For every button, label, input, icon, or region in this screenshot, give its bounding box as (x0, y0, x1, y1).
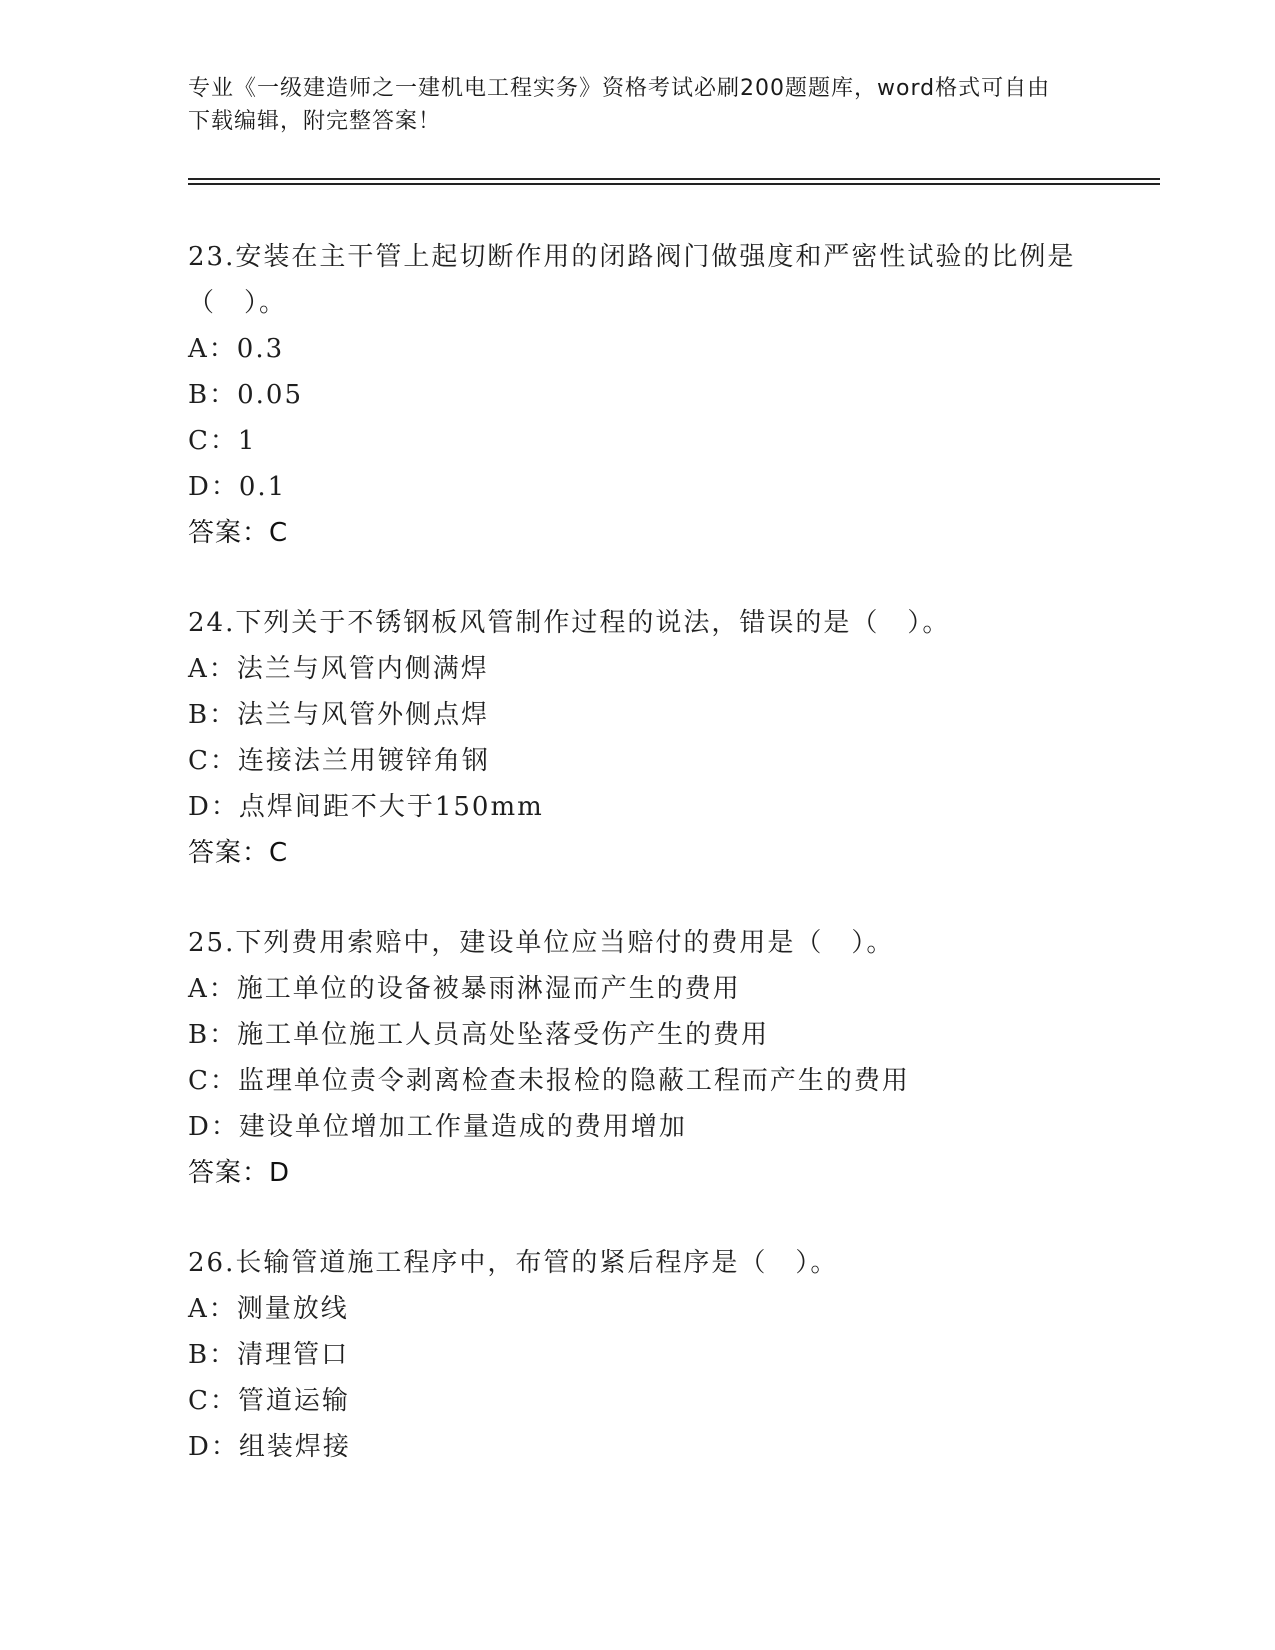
option-d: D：0.1 (188, 472, 287, 502)
option-a: A：施工单位的设备被暴雨淋湿而产生的费用 (188, 974, 741, 1004)
answer: 答案：C (188, 838, 289, 868)
header-divider-top (188, 178, 1160, 180)
question-stem: 26.长输管道施工程序中，布管的紧后程序是（ ）。 (188, 1248, 839, 1278)
answer: 答案：D (188, 1158, 291, 1188)
document-header: 专业《一级建造师之一建机电工程实务》资格考试必刷200题题库，word格式可自由下载编辑，附完整答案！ (188, 76, 1051, 134)
option-b: B：法兰与风管外侧点焊 (188, 700, 490, 730)
question-stem: 25.下列费用索赔中，建设单位应当赔付的费用是（ ）。 (188, 928, 895, 958)
option-a: A：测量放线 (188, 1294, 349, 1324)
question-25 (188, 920, 1088, 1196)
question-23 (188, 234, 1088, 556)
answer: 答案：C (188, 518, 289, 548)
option-c: C：监理单位责令剥离检查未报检的隐蔽工程而产生的费用 (188, 1066, 910, 1096)
option-c: C：1 (188, 426, 257, 456)
option-b: B：施工单位施工人员高处坠落受伤产生的费用 (188, 1020, 770, 1050)
header-divider-bottom (188, 183, 1160, 185)
question-26 (188, 1240, 1088, 1470)
option-d: D：点焊间距不大于150mm (188, 792, 544, 822)
option-b: B：0.05 (188, 380, 303, 410)
option-a: A：0.3 (188, 334, 285, 364)
option-d: D：建设单位增加工作量造成的费用增加 (188, 1112, 687, 1142)
option-a: A：法兰与风管内侧满焊 (188, 654, 489, 684)
question-stem: 24.下列关于不锈钢板风管制作过程的说法，错误的是（ ）。 (188, 608, 951, 638)
question-stem: 23.安装在主干管上起切断作用的闭路阀门做强度和严密性试验的比例是（ ）。 (188, 242, 1076, 318)
option-c: C：连接法兰用镀锌角钢 (188, 746, 490, 776)
question-24 (188, 600, 1088, 876)
option-c: C：管道运输 (188, 1386, 350, 1416)
option-d: D：组装焊接 (188, 1432, 351, 1462)
option-b: B：清理管口 (188, 1340, 350, 1370)
